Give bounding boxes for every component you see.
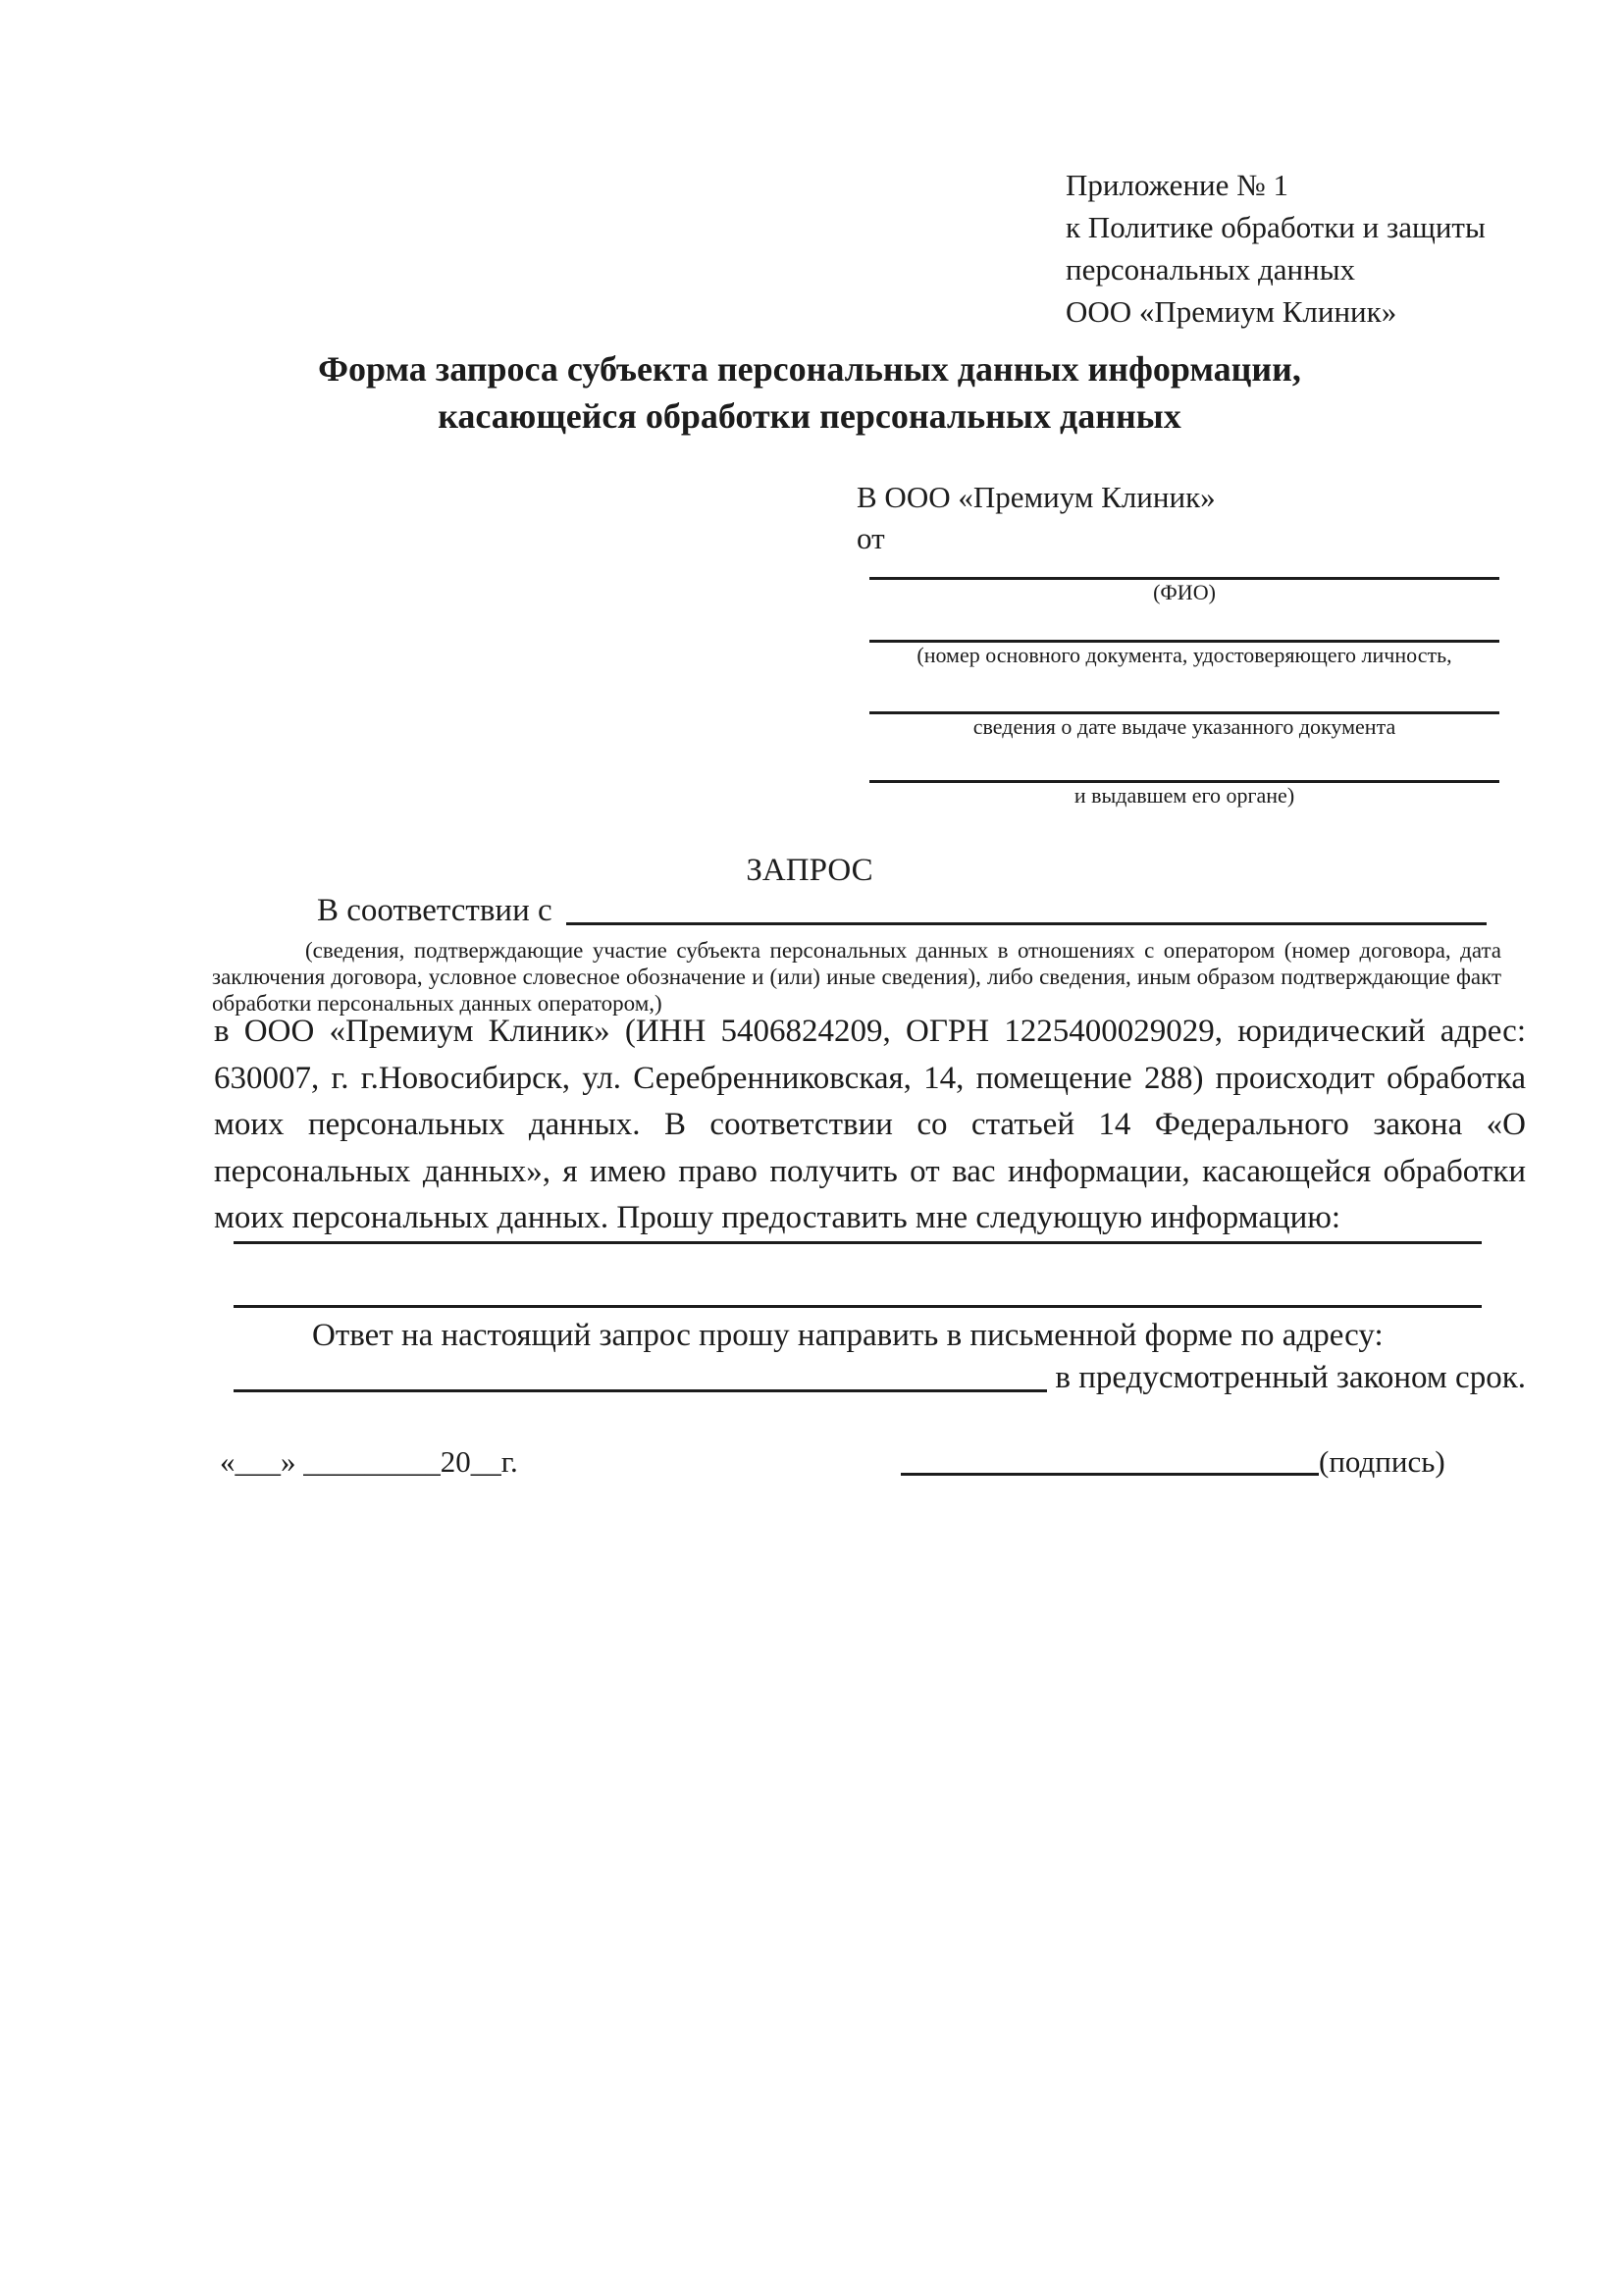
request-body-paragraph: в ООО «Премиум Клиник» (ИНН 5406824209, ОГРН 1225400029029, юридический адрес: 630007, г. г.Новосибирск, ул. Серебренниковская, 14, помещение 288) происходит обработка моих персональных данных. В соответствии со статьей 14 Федерального закона «О персональных данных», я имею право получить от вас информации, касающейся обработки моих персональных данных. Прошу предоставить мне следующую информацию:: [214, 1014, 1526, 1235]
reply-address-row: [234, 1358, 1526, 1397]
request-basis-field-line[interactable]: [566, 922, 1487, 925]
signature-block: [901, 1442, 1445, 1482]
annex-line: к Политике обработки и защиты: [1066, 210, 1486, 244]
annex-reference: [1066, 164, 1486, 333]
request-basis-label: В соответствии с: [317, 893, 552, 928]
fio-field-line[interactable]: [869, 559, 1499, 580]
fio-field-caption: (ФИО): [1153, 580, 1216, 604]
annex-line: ООО «Премиум Клиник»: [1066, 294, 1397, 329]
page-title: [167, 345, 1452, 440]
fio-field: [869, 559, 1499, 605]
date-field[interactable]: «___» _________20__г.: [220, 1444, 518, 1479]
issuing-authority-field-line[interactable]: [869, 740, 1499, 783]
reply-address-field-line[interactable]: [234, 1389, 1047, 1392]
document-number-field: [869, 605, 1499, 668]
signature-field-line[interactable]: [901, 1473, 1319, 1476]
requested-info-line-1[interactable]: [234, 1241, 1482, 1244]
addressee-fields: [869, 559, 1499, 809]
issuing-authority-field: [869, 740, 1499, 809]
signature-caption: (подпись): [1319, 1444, 1445, 1479]
request-heading: ЗАПРОС: [746, 853, 873, 888]
requested-info-line-2[interactable]: [234, 1305, 1482, 1308]
reply-instruction: Ответ на настоящий запрос прошу направить в письменной форме по адресу:: [312, 1318, 1384, 1353]
addressee-from: от: [857, 521, 885, 555]
issuing-authority-field-caption: и выдавшем его органе): [1073, 783, 1295, 808]
basis-explanatory-note: (сведения, подтверждающие участие субъекта персональных данных в отношениях с оператором (номер договора, дата заключения договора, условное словесное обозначение и (или) иные сведения), либо сведения, иным образом подтверждающие факт обработки персональных данных оператором,): [212, 938, 1501, 1016]
issue-date-field: [869, 668, 1499, 740]
annex-line: Приложение № 1: [1066, 168, 1288, 202]
request-basis-row: [214, 891, 1487, 930]
issue-date-field-line[interactable]: [869, 668, 1499, 714]
addressee-to: В ООО «Премиум Клиник»: [857, 480, 1216, 514]
page-title-line-1: Форма запроса субъекта персональных данных информации,: [318, 349, 1301, 389]
addressee-block: [857, 477, 1499, 809]
annex-line: персональных данных: [1066, 252, 1356, 287]
reply-instruction-suffix: в предусмотренный законом срок.: [1055, 1360, 1526, 1395]
document-number-field-line[interactable]: [869, 605, 1499, 643]
issue-date-field-caption: сведения о дате выдаче указанного документа: [972, 714, 1396, 739]
page-title-line-2: касающейся обработки персональных данных: [438, 396, 1181, 436]
document-number-field-caption: (номер основного документа, удостоверяющего личность,: [916, 643, 1452, 667]
